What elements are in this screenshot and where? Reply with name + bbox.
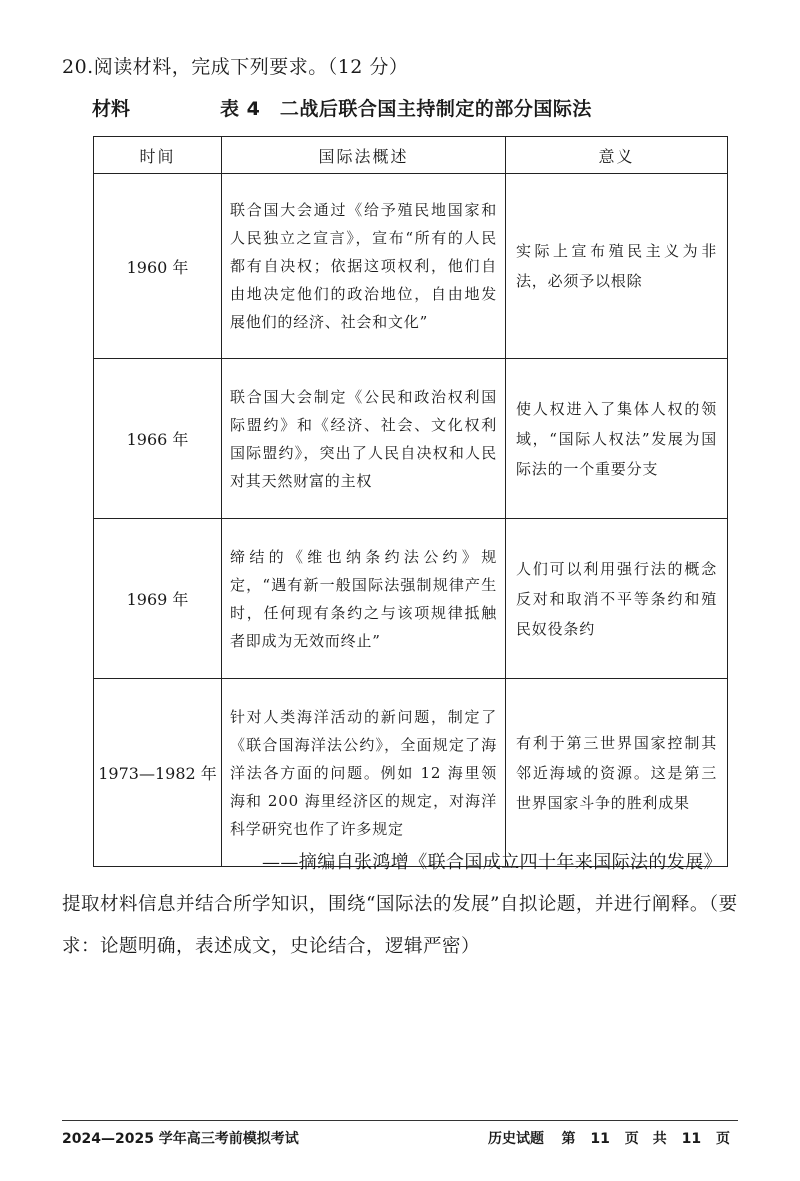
row-time: 1960 年 [94,174,222,359]
source-citation: ——摘编自张鸿增《联合国成立四十年来国际法的发展》 [262,852,722,873]
footer-exam-name: 2024—2025 学年高三考前模拟考试 [62,1131,299,1147]
page-footer [62,1128,738,1154]
row-meaning: 实际上宣布殖民主义为非法，必须予以根除 [506,174,728,359]
row-meaning: 使人权进入了集体人权的领域，“国际人权法”发展为国际法的一个重要分支 [506,359,728,519]
task-instruction: 提取材料信息并结合所学知识，围绕“国际法的发展”自拟论题，并进行阐释。（要求：论题明确，表述成文，史论结合，逻辑严密） [62,894,738,957]
material-label: 材料 [92,98,131,120]
header-summary: 国际法概述 [222,137,506,174]
table-row [94,519,728,679]
material-caption [92,94,732,124]
row-summary: 联合国大会制定《公民和政治权利国际盟约》和《经济、社会、文化权利国际盟约》，突出了人民自决权和人民对其天然财富的主权 [222,359,506,519]
row-meaning: 有利于第三世界国家控制其邻近海域的资源。这是第三世界国家斗争的胜利成果 [506,679,728,867]
row-summary: 联合国大会通过《给予殖民地国家和人民独立之宣言》，宣布“所有的人民都有自决权；依据这项权利，他们自由地决定他们的政治地位，自由地发展他们的经济、社会和文化” [222,174,506,359]
row-summary: 针对人类海洋活动的新问题，制定了《联合国海洋法公约》，全面规定了海洋法各方面的问题。例如 12 海里领海和 200 海里经济区的规定，对海洋科学研究也作了许多规定 [222,679,506,867]
row-time: 1969 年 [94,519,222,679]
table-header-row [94,137,728,174]
table-row [94,359,728,519]
footer-divider [62,1120,738,1121]
row-time: 1966 年 [94,359,222,519]
header-meaning: 意义 [506,137,728,174]
row-summary: 缔结的《维也纳条约法公约》规定，“遇有新一般国际法强制规律产生时，任何现有条约之与该项规律抵触者即成为无效而终止” [222,519,506,679]
row-meaning: 人们可以利用强行法的概念反对和取消不平等条约和殖民奴役条约 [506,519,728,679]
row-time: 1973—1982 年 [94,679,222,867]
footer-page-number: 第 11 页 共 11 页 [561,1131,730,1147]
footer-subject: 历史试题 [488,1131,544,1147]
question-heading: 20.阅读材料，完成下列要求。（12 分） [62,56,409,78]
table-row [94,174,728,359]
table-title: 表 4 二战后联合国主持制定的部分国际法 [220,98,592,120]
international-law-table [93,136,728,867]
table-row [94,679,728,867]
header-time: 时间 [94,137,222,174]
